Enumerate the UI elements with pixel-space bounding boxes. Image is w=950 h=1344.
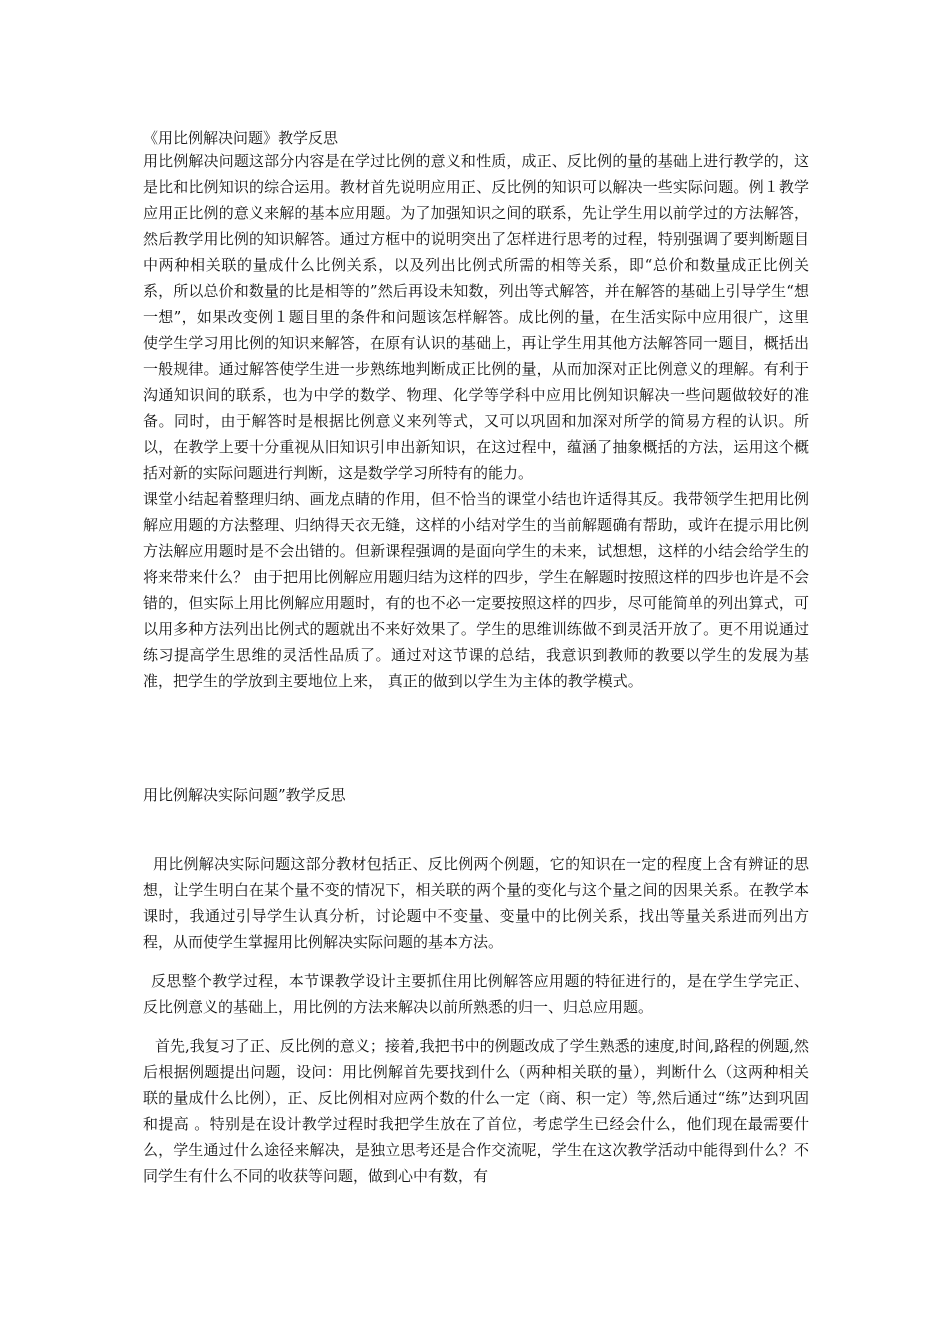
section2-title: 用比例解决实际问题”教学反思 bbox=[143, 786, 346, 804]
section2-paragraph-2: 反思整个教学过程，本节课教学设计主要抓住用比例解答应用题的特征进行的，是在学生学完正、反比例意义的基础上，用比例的方法来解决以前所熟悉的归一、归总应用题。 bbox=[143, 972, 809, 1016]
section2-paragraph-3: 首先,我复习了正、反比例的意义；接着,我把书中的例题改成了学生熟悉的速度,时间,路程的例题,然后根据例题提出问题，设问：用比例解首先要找到什么（两种相关联的量），判断什么（这两种相关联的量成什么比例），正、反比例相对应两个数的什么一定（商、积一定）等,然后通过“练”达到巩固和提高 。特别是在设计教学过程时我把学生放在了首位，考虑学生已经会什么，他们现在最需要什么，学生通过什么途径来解决，是独立思考还是合作交流呢，学生在这次教学活动中能得到什么？不同学生有什么不同的收获等问题，做到心中有数，有 bbox=[143, 1037, 809, 1185]
section1-title: 《用比例解决问题》教学反思 bbox=[143, 129, 339, 147]
document-page bbox=[143, 128, 809, 1189]
section1-paragraph-2: 课堂小结起着整理归纳、画龙点睛的作用，但不恰当的课堂小结也许适得其反。我带领学生把用比例解应用题的方法整理、归纳得天衣无缝，这样的小结对学生的当前解题确有帮助，或许在提示用比例方法解应用题时是不会出错的。但新课程强调的是面向学生的未来，试想想，这样的小结会给学生的将来带来什么？ 由于把用比例解应用题归结为这样的四步，学生在解题时按照这样的四步也许是不会错的，但实际上用比例解应用题时，有的也不必一定要按照这样的四步，尽可能简单的列出算式，可以用多种方法列出比例式的题就出不来好效果了。学生的思维训练做不到灵活开放了。更不用说通过练习提高学生思维的灵活性品质了。通过对这节课的总结，我意识到教师的教要以学生的发展为基准，把学生的学放到主要地位上来， 真正的做到以学生为主体的教学模式。 bbox=[143, 490, 809, 690]
section2-paragraph-1: 用比例解决实际问题这部分教材包括正、反比例两个例题，它的知识在一定的程度上含有辨证的思想，让学生明白在某个量不变的情况下，相关联的两个量的变化与这个量之间的因果关系。在教学本课时，我通过引导学生认真分析，讨论题中不变量、变量中的比例关系，找出等量关系进而列出方程，从而使学生掌握用比例解决实际问题的基本方法。 bbox=[143, 855, 809, 951]
section1-paragraph-1: 用比例解决问题这部分内容是在学过比例的意义和性质，成正、反比例的量的基础上进行教学的，这是比和比例知识的综合运用。教材首先说明应用正、反比例的知识可以解决一些实际问题。例１教学应用正比例的意义来解的基本应用题。为了加强知识之间的联系，先让学生用以前学过的方法解答，然后教学用比例的知识解答。通过方框中的说明突出了怎样进行思考的过程，特别强调了要判断题目中两种相关联的量成什么比例关系，以及列出比例式所需的相等关系，即“总价和数量成正比例关系，所以总价和数量的比是相等的”然后再设未知数，列出等式解答，并在解答的基础上引导学生“想一想”，如果改变例１题目里的条件和问题该怎样解答。成比例的量，在生活实际中应用很广，这里使学生学习用比例的知识来解答，在原有认识的基础上，再让学生用其他方法解答同一题目，概括出一般规律。通过解答使学生进一步熟练地判断成正比例的量，从而加深对正比例意义的理解。有利于沟通知识间的联系，也为中学的数学、物理、化学等学科中应用比例知识解决一些问题做较好的准备。同时，由于解答时是根据比例意义来列等式，又可以巩固和加深对所学的简易方程的认识。所以，在教学上要十分重视从旧知识引申出新知识，在这过程中，蕴涵了抽象概括的方法，运用这个概括对新的实际问题进行判断，这是数学学习所特有的能力。 bbox=[143, 152, 809, 482]
